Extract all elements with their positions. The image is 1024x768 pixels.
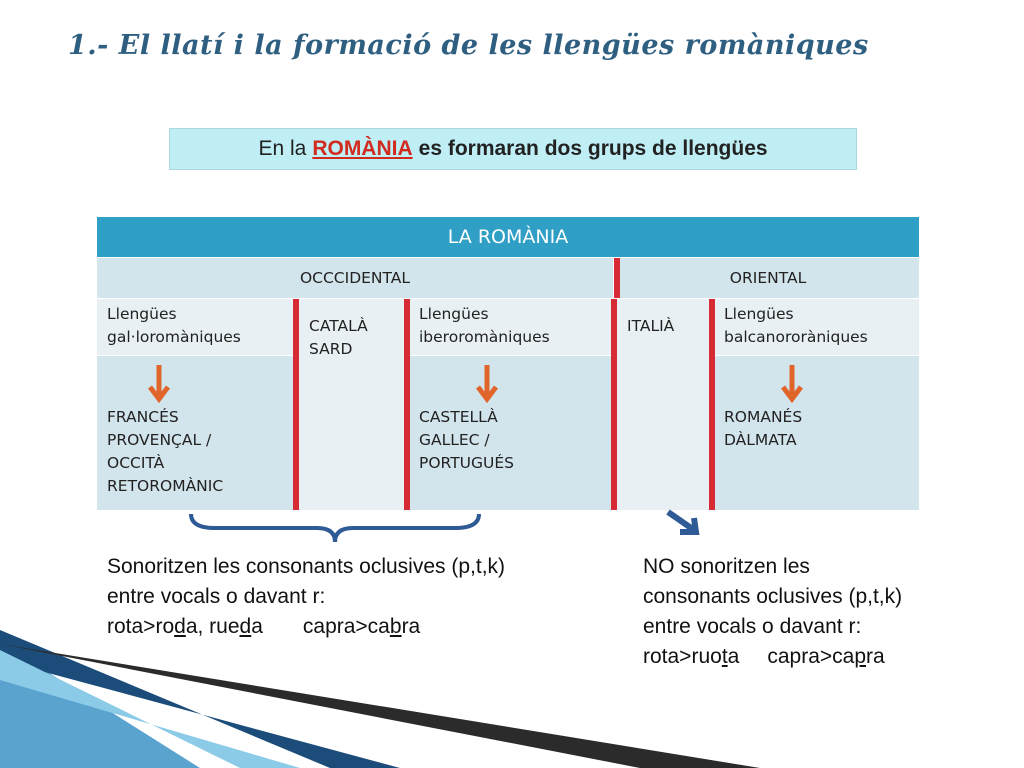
divider-2	[404, 299, 410, 510]
gallo-title-cell	[97, 299, 295, 355]
voicing-line2: entre vocals o davant r:	[107, 585, 326, 608]
example-text: ra	[866, 645, 885, 668]
example-text: a	[251, 615, 263, 638]
no-voicing-line3: entre vocals o davant r:	[643, 615, 862, 638]
lang-occita: OCCITÀ	[107, 454, 165, 472]
example-underlined: d	[239, 615, 252, 638]
arrow-down-right-icon	[664, 508, 704, 538]
ibero-title-line2: iberoromàniques	[419, 328, 550, 346]
subtitle-rest: es formaran dos grups de llengües	[418, 137, 768, 160]
lang-dalmata: DÀLMATA	[724, 431, 797, 449]
example-underlined: b	[389, 615, 402, 638]
romania-table	[97, 217, 919, 510]
example-text: ra	[401, 615, 421, 638]
lang-frances: FRANCÉS	[107, 408, 179, 426]
divider-oriental	[614, 258, 620, 298]
balcan-langs-cell	[714, 356, 919, 510]
lang-castella: CASTELLÀ	[419, 408, 498, 426]
no-voicing-line1: NO sonoritzen les	[643, 555, 810, 578]
lang-retoromanic: RETOROMÀNIC	[107, 477, 224, 495]
italia-cell	[617, 299, 710, 510]
arrow-down-icon	[780, 363, 804, 403]
example-text: capra>ca	[302, 615, 390, 638]
lang-portugues: PORTUGUÉS	[419, 454, 514, 472]
gallo-title-line2: gal·loromàniques	[107, 328, 241, 346]
gallo-title-line1: Llengües	[107, 305, 177, 323]
slide-title: 1.- El llatí i la formació de les llengües romàniques	[68, 30, 869, 61]
lang-romanes: ROMANÉS	[724, 408, 803, 426]
example-text: rota>ro	[107, 615, 175, 638]
example-text: a, rue	[185, 615, 240, 638]
example-text: capra>ca	[767, 645, 855, 668]
brace-icon	[185, 510, 485, 546]
example-text: rota>ruo	[643, 645, 722, 668]
example-underlined: t	[721, 645, 728, 668]
example-underlined: p	[854, 645, 867, 668]
gallo-langs-cell	[97, 356, 295, 510]
ibero-title-line1: Llengües	[419, 305, 489, 323]
balcan-title-line1: Llengües	[724, 305, 794, 323]
divider-1	[293, 299, 299, 510]
occidental-header: OCCCIDENTAL	[97, 258, 613, 298]
oriental-header: ORIENTAL	[617, 258, 919, 298]
ibero-langs-cell	[409, 356, 613, 510]
ibero-title-cell	[409, 299, 613, 355]
balcan-title-line2: balcanororàniques	[724, 328, 868, 346]
table-header: LA ROMÀNIA	[97, 217, 919, 257]
decorative-stripes	[0, 620, 760, 768]
catala-sard-cell	[299, 299, 405, 510]
divider-4	[709, 299, 715, 510]
lang-provencal: PROVENÇAL /	[107, 431, 212, 449]
lang-sard: SARD	[309, 340, 353, 358]
arrow-down-icon	[475, 363, 499, 403]
voicing-line1: Sonoritzen les consonants oclusives (p,t,k)	[107, 555, 506, 578]
divider-3	[611, 299, 617, 510]
example-text: a	[727, 645, 740, 668]
lang-italia: ITALIÀ	[627, 317, 675, 335]
lang-gallec: GALLEC /	[419, 431, 490, 449]
no-voicing-line2: consonants oclusives (p,t,k)	[643, 585, 903, 608]
arrow-down-icon	[147, 363, 171, 403]
lang-catala: CATALÀ	[309, 317, 368, 335]
subtitle-prefix: En la	[258, 137, 307, 160]
example-underlined: d	[174, 615, 186, 638]
subtitle-highlight: ROMÀNIA	[312, 137, 413, 160]
balcan-title-cell	[714, 299, 919, 355]
subtitle-banner	[169, 128, 857, 170]
